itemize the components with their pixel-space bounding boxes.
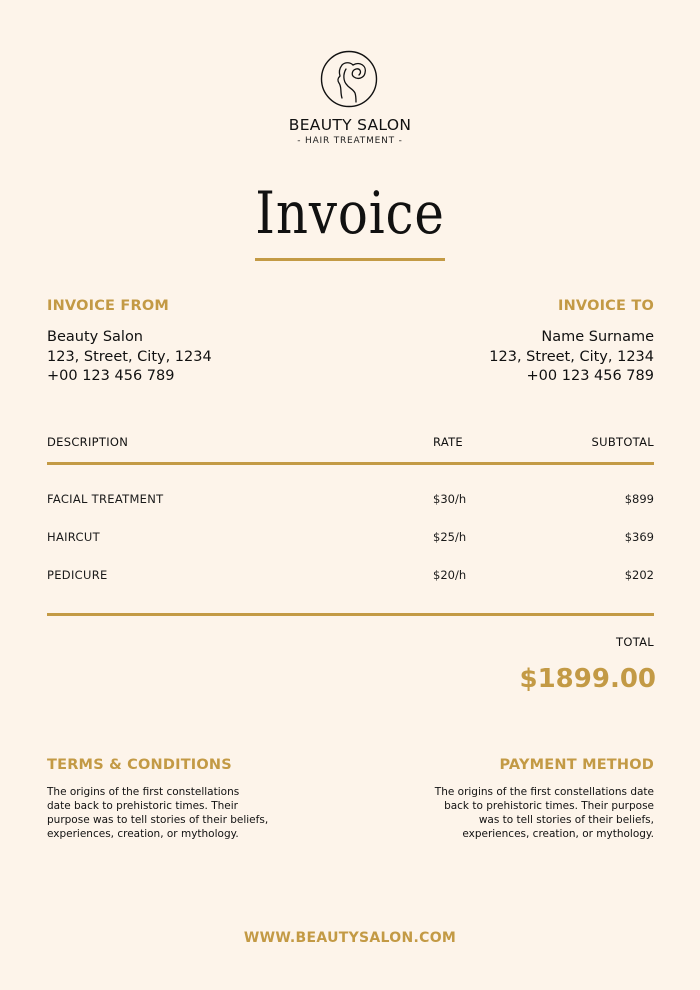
payment-line: experiences, creation, or mythology. [462,828,654,840]
terms-line: date back to prehistoric times. Their [47,800,238,812]
row-description: PEDICURE [47,568,108,582]
title-underline [255,258,445,261]
payment-method-text [435,785,654,841]
row-description: HAIRCUT [47,530,100,544]
terms-line: experiences, creation, or mythology. [47,828,239,840]
invoice-from-block [47,328,212,387]
woman-profile-logo-icon [320,50,378,108]
payment-line: back to prehistoric times. Their purpose [444,800,654,812]
row-rate: $20/h [433,568,467,582]
website-link[interactable]: WWW.BEAUTYSALON.COM [243,930,457,946]
column-header-description: DESCRIPTION [47,435,129,449]
invoice-to-block [489,328,654,387]
row-rate: $30/h [433,492,467,506]
to-name: Name Surname [541,329,654,345]
table-row [47,530,654,550]
invoice-to-label: INVOICE TO [557,298,654,314]
terms-line: The origins of the first constellations [47,786,240,798]
total-label: TOTAL [616,635,654,649]
table-footer-divider [47,613,654,616]
from-name: Beauty Salon [47,329,143,345]
row-rate: $25/h [433,530,467,544]
document-title: Invoice [255,179,445,247]
terms-label: TERMS & CONDITIONS [47,757,232,773]
terms-text [47,785,268,841]
table-header-divider [47,462,654,465]
row-description: FACIAL TREATMENT [47,492,164,506]
total-amount: $1899.00 [519,664,656,694]
brand-tagline: - HAIR TREATMENT - [297,136,403,146]
to-phone: +00 123 456 789 [526,368,654,384]
row-subtotal: $369 [624,530,654,544]
row-subtotal: $202 [624,568,654,582]
invoice-from-label: INVOICE FROM [47,298,170,314]
table-row [47,568,654,588]
table-row [47,492,654,512]
payment-line: The origins of the first constellations date [434,786,654,798]
row-subtotal: $899 [624,492,654,506]
payment-method-label: PAYMENT METHOD [499,757,654,773]
from-address: 123, Street, City, 1234 [47,348,212,365]
terms-line: purpose was to tell stories of their beliefs, [47,814,269,826]
column-header-subtotal: SUBTOTAL [591,435,654,449]
from-phone: +00 123 456 789 [47,368,175,384]
brand-name: BEAUTY SALON [288,116,412,134]
to-address: 123, Street, City, 1234 [489,348,654,365]
payment-line: was to tell stories of their beliefs, [478,814,654,826]
column-header-rate: RATE [433,435,463,449]
